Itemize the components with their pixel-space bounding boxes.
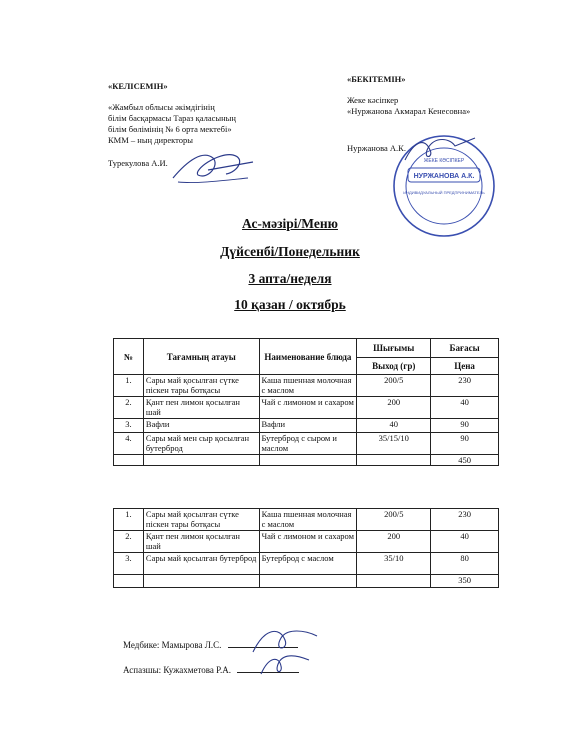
table-total-row xyxy=(114,575,499,588)
approval-left-signer: Турекулова А.И. xyxy=(108,158,168,168)
stamp-outer-text: ЖЕКЕ КӘСІПКЕР xyxy=(423,158,465,164)
approval-right-line: «Нуржанова Акмарал Кенесовна» xyxy=(347,106,471,116)
approval-left-line: КММ – ның директоры xyxy=(108,135,193,145)
col-header-price-kz: Бағасы xyxy=(431,339,499,358)
col-header-output-kz: Шығымы xyxy=(357,339,431,358)
day-title: Дүйсенбі/Понедельник xyxy=(220,244,360,259)
approval-left-line: білім бөлімінің № 6 орта мектебі» xyxy=(108,124,232,134)
col-header-name-kz: Тағамның атауы xyxy=(143,339,259,375)
table-row: 3. Сары май қосылған бутерброд Бутерброд с маслом 35/10 80 xyxy=(114,553,499,575)
table-total: 350 xyxy=(431,575,499,588)
approval-right-title: «БЕКІТЕМІН» xyxy=(347,74,406,84)
table-total-row xyxy=(114,455,499,466)
cook-signature xyxy=(255,650,315,680)
approval-left-line: білім басқармасы Тараз қаласының xyxy=(108,113,236,123)
entrepreneur-signature xyxy=(400,130,480,170)
menu-table-2 xyxy=(113,508,499,588)
table-row: 1. Сары май қосылған сүтке піскен тары ботқасы Каша пшенная молочная с маслом 200/5 230 xyxy=(114,509,499,531)
approval-right-signer: Нуржанова А.К. xyxy=(347,143,406,153)
table-row: 3. Вафли Вафли 40 90 xyxy=(114,419,499,433)
stamp-center-text: НУРЖАНОВА А.К. xyxy=(413,173,475,180)
table-total: 450 xyxy=(431,455,499,466)
date-title: 10 қазан / октябрь xyxy=(234,297,346,312)
approval-right-line: Жеке кәсіпкер xyxy=(347,95,399,105)
cook-label: Аспазшы: Кужахметова Р.А. xyxy=(123,665,232,675)
col-header-output-ru: Выход (гр) xyxy=(357,358,431,375)
approval-left-line: «Жамбыл облысы әкімдігінің xyxy=(108,102,215,112)
col-header-price-ru: Цена xyxy=(431,358,499,375)
approval-left-title: «КЕЛІСЕМІН» xyxy=(108,81,168,91)
table-row: 2. Қант пен лимон қосылған шай Чай с лимоном и сахаром 200 40 xyxy=(114,397,499,419)
director-signature xyxy=(168,140,258,190)
stamp-sub-text: ИНДИВИДУАЛЬНЫЙ ПРЕДПРИНИМАТЕЛЬ xyxy=(403,190,485,195)
table-row: 2. Қант пен лимон қосылған шай Чай с лимоном и сахаром 200 40 xyxy=(114,531,499,553)
table-row: 4. Сары май мен сыр қосылған бутерброд Бутерброд с сыром и маслом 35/15/10 90 xyxy=(114,433,499,455)
col-header-name-ru: Наименование блюда xyxy=(259,339,357,375)
table-row: 1. Сары май қосылған сүтке піскен тары ботқасы Каша пшенная молочная с маслом 200/5 230 xyxy=(114,375,499,397)
week-title: 3 апта/неделя xyxy=(248,271,332,286)
col-header-num: № xyxy=(114,339,144,375)
menu-table-1 xyxy=(113,338,499,466)
nurse-label: Медбике: Мамырова Л.С. xyxy=(123,640,222,650)
menu-title: Ас-мәзірі/Меню xyxy=(242,216,338,231)
